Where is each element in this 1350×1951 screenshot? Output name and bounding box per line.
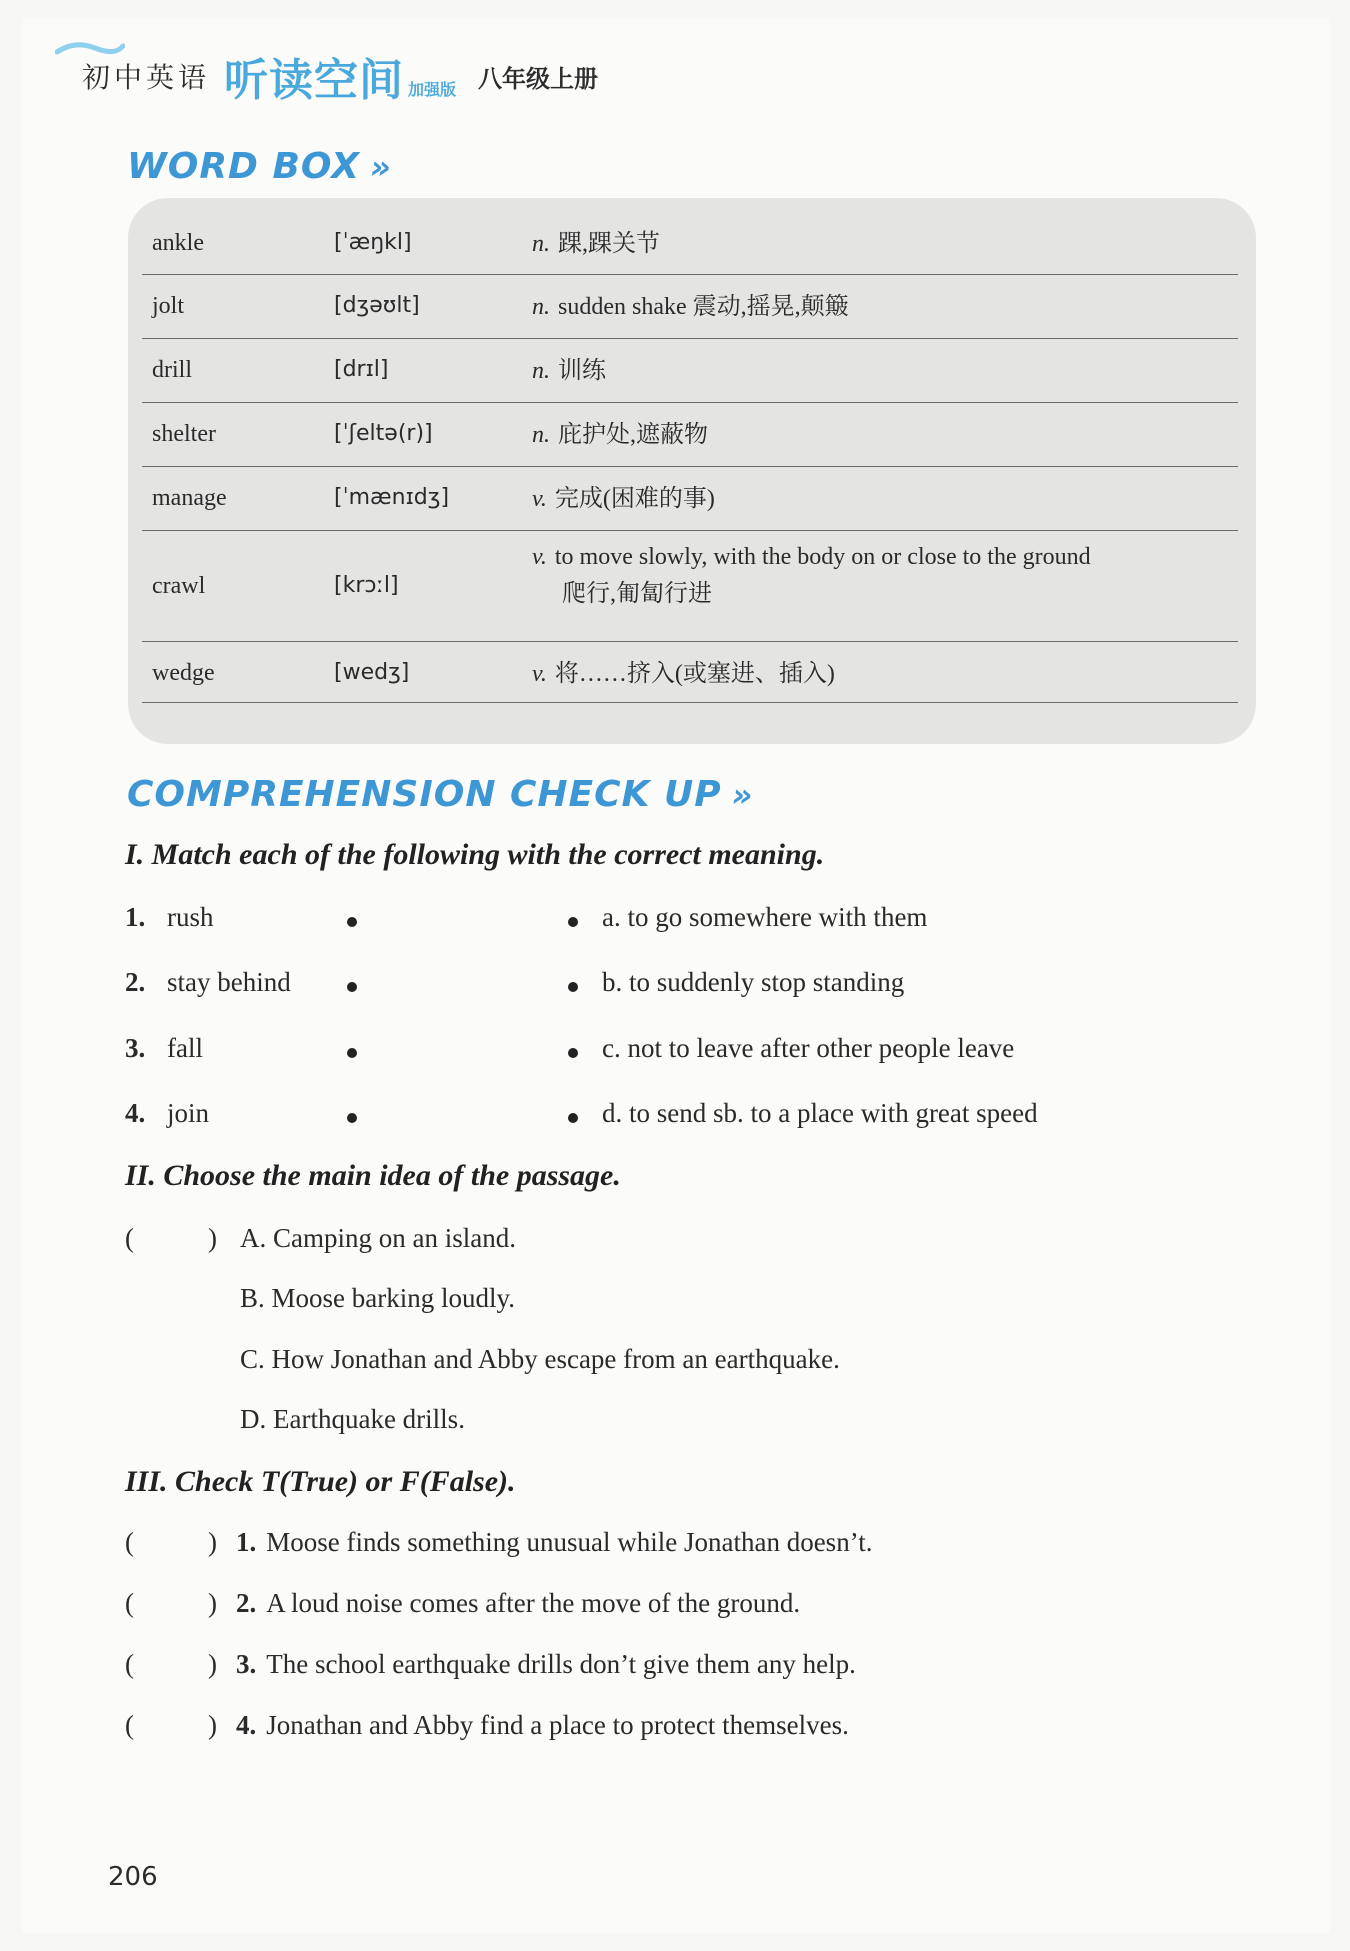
page-number: 206 (108, 1862, 158, 1892)
phonetic: [drɪl] (334, 357, 389, 382)
option-b: B. Moose barking loudly. (240, 1283, 515, 1313)
answer-blank-close: ) (208, 1223, 217, 1253)
definition: v. 完成(困难的事) (532, 486, 715, 512)
tf-blank-open[interactable]: ( (125, 1649, 134, 1679)
match-dot-right[interactable] (568, 982, 578, 992)
tf-blank-close: ) (208, 1527, 217, 1557)
match-dot-right[interactable] (568, 917, 578, 927)
answer-blank-open[interactable]: ( (125, 1223, 134, 1253)
grade-label: 八年级上册 (478, 64, 599, 93)
phonetic: [krɔːl] (334, 573, 399, 598)
phonetic: [ˈʃeltə(r)] (334, 421, 433, 446)
tf-blank-open[interactable]: ( (125, 1527, 134, 1557)
match-dot-left[interactable] (347, 1113, 357, 1123)
comprehension-heading-text: COMPREHENSION CHECK UP (127, 774, 722, 815)
tf-statement: 3. The school earthquake drills don’t give them any help. (236, 1649, 856, 1679)
word: shelter (152, 421, 216, 447)
tf-blank-open[interactable]: ( (125, 1588, 134, 1618)
double-chevron-icon: » (369, 148, 385, 186)
word: drill (152, 357, 192, 383)
option-c: C. How Jonathan and Abby escape from an earthquake. (240, 1344, 840, 1374)
match-dot-left[interactable] (347, 982, 357, 992)
part1-title: I. Match each of the following with the correct meaning. (125, 838, 825, 871)
word: manage (152, 485, 227, 511)
match-dot-left[interactable] (347, 1048, 357, 1058)
definition: n. 踝,踝关节 (532, 231, 660, 257)
word-row (142, 531, 1238, 642)
series-title: 初中英语 (82, 61, 211, 94)
edition-label: 加强版 (408, 80, 457, 99)
phonetic: [wedʒ] (334, 660, 410, 685)
phonetic: [ˈæŋkl] (334, 230, 412, 255)
match-item: 3. fall c. not to leave after other people leave (125, 1033, 1015, 1063)
word-row (142, 642, 1238, 703)
comprehension-heading (127, 774, 746, 815)
match-item: 2. stay behind b. to suddenly stop standing (125, 967, 905, 997)
option-d: D. Earthquake drills. (240, 1404, 465, 1434)
word-row (142, 212, 1238, 275)
definition: n. sudden shake 震动,摇晃,颠簸 (532, 294, 849, 320)
tf-blank-close: ) (208, 1710, 217, 1740)
part3-title: III. Check T(True) or F(False). (125, 1465, 516, 1498)
word-row (142, 275, 1238, 339)
word-row (142, 403, 1238, 467)
phonetic: [ˈmænɪdʒ] (334, 485, 450, 510)
phonetic: [dʒəʊlt] (334, 293, 420, 318)
definition: v. 将……挤入(或塞进、插入) (532, 661, 835, 687)
word-row (142, 467, 1238, 531)
definition: n. 庇护处,遮蔽物 (532, 422, 708, 448)
word-row (142, 339, 1238, 403)
tf-statement: 2. A loud noise comes after the move of the ground. (236, 1588, 801, 1618)
tf-blank-close: ) (208, 1588, 217, 1618)
definition: n. 训练 (532, 358, 606, 384)
match-dot-right[interactable] (568, 1048, 578, 1058)
match-dot-left[interactable] (347, 917, 357, 927)
word-box-heading (127, 146, 385, 187)
tf-statement: 1. Moose finds something unusual while Jonathan doesn’t. (236, 1527, 873, 1557)
word-box-heading-text: WORD BOX (127, 146, 360, 187)
match-dot-right[interactable] (568, 1113, 578, 1123)
match-item: 4. join d. to send sb. to a place with great speed (125, 1098, 1038, 1128)
match-item: 1. rush a. to go somewhere with them (125, 902, 928, 932)
word-box (128, 198, 1256, 744)
option-a: A. Camping on an island. (240, 1223, 516, 1253)
tf-statement: 4. Jonathan and Abby find a place to protect themselves. (236, 1710, 849, 1740)
part2-title: II. Choose the main idea of the passage. (125, 1159, 621, 1192)
word: crawl (152, 573, 206, 599)
word: jolt (152, 293, 185, 319)
page-header (82, 46, 598, 106)
brand-logo: 听读空间 (224, 55, 405, 106)
definition: v. to move slowly, with the body on or close to the ground 爬行,匍匐行进 (532, 544, 1091, 608)
double-chevron-icon: » (731, 776, 747, 814)
tf-blank-open[interactable]: ( (125, 1710, 134, 1740)
tf-blank-close: ) (208, 1649, 217, 1679)
word: ankle (152, 230, 204, 256)
word: wedge (152, 660, 215, 686)
